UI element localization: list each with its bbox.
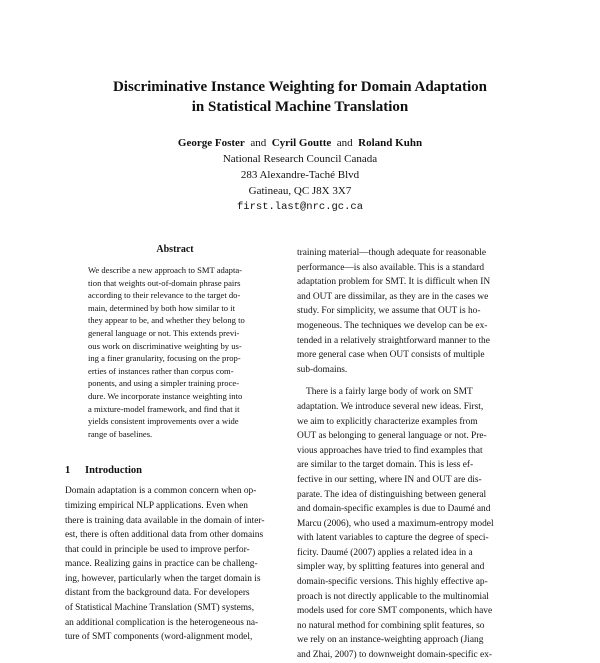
abstract-line: erties of instances rather than corpus com- (88, 365, 234, 376)
body-line: tended in a relatively straightforward manner to the (297, 335, 490, 346)
paper-title (0, 77, 600, 117)
body-line: sub-domains. (297, 364, 348, 375)
body-line: adaptation. We introduce several new ideas. First, (297, 401, 484, 412)
abstract-line: dure. We incorporate instance weighting into (88, 390, 243, 401)
abstract-heading: Abstract (156, 244, 194, 255)
body-line: ficity. Daumé (2007) applies a related idea in a (297, 547, 473, 558)
abstract-line: they appear to be, and whether they belong to (88, 315, 245, 326)
right-column (297, 246, 529, 663)
body-line: of Statistical Machine Translation (SMT) systems, (65, 603, 255, 614)
body-line: Marcu (2006), who used a maximum-entropy model (297, 518, 494, 529)
email: first.last@nrc.gc.ca (236, 201, 364, 213)
abstract-line: main, determined by both how similar to it (88, 302, 236, 313)
author-separator: and (250, 137, 267, 149)
body-line: we aim to explicitly characterize examples from (297, 416, 478, 427)
abstract-line: according to their relevance to the target do- (88, 290, 241, 301)
body-line: and domain-specific examples is due to Daumé and (297, 504, 491, 515)
section-heading (65, 464, 285, 478)
abstract-line: We describe a new approach to SMT adapta- (88, 265, 243, 275)
body-line: that could in principle be used to improve perfor- (65, 544, 250, 555)
body-line: we rely on an instance-weighting approach (Jiang (297, 635, 484, 646)
body-line: performance—is also available. This is a standard (297, 262, 485, 273)
section-number: 1 (65, 465, 71, 477)
body-line: fective in our setting, where IN and OUT are dis- (297, 474, 482, 485)
abstract-line: tion that weights out-of-domain phrase pairs (88, 277, 241, 288)
author-block (0, 135, 600, 215)
body-line: vious approaches have tried to find examples that (297, 445, 483, 456)
body-line: models used for core SMT components, which have (297, 606, 493, 617)
body-line: timizing empirical NLP applications. Even when (65, 500, 248, 511)
body-line: study. For simplicity, we assume that OUT is ho- (297, 306, 481, 317)
body-line: no natural method for combining split features, so (297, 620, 485, 631)
body-line: an additional complication is the heterogeneous na- (65, 617, 259, 628)
body-line: mogeneous. The techniques we develop can be ex- (297, 320, 488, 331)
body-line: are similar to the target domain. This is less ef- (297, 460, 474, 471)
abstract-line: range of baselines. (88, 428, 153, 439)
title-line: Discriminative Instance Weighting for Domain Adaptation (112, 79, 488, 95)
body-line: There is a fairly large body of work on SMT (306, 387, 473, 398)
body-line: with latent variables to capture the degree of speci- (297, 533, 489, 544)
abstract-line: yields consistent improvements over a wide (88, 416, 239, 427)
body-line: adaptation problem for SMT. It is difficult when IN (297, 277, 491, 288)
body-line: proach is not directly applicable to the multinomial (297, 591, 489, 602)
abstract-line: ponents, and using a simpler training proce- (88, 378, 240, 389)
body-line: and Zhai, 2007) to downweight domain-specific ex- (297, 650, 492, 661)
intro-text (65, 484, 285, 645)
abstract-line: ous work on discriminative weighting by us- (88, 340, 242, 351)
affiliation: National Research Council Canada (222, 153, 378, 165)
body-line: parate. The idea of distinguishing between general (297, 489, 487, 500)
author-separator: and (336, 137, 353, 149)
body-line: there is training data available in the domain of inter- (65, 515, 265, 526)
author-names (0, 135, 600, 151)
left-column (65, 243, 285, 645)
author-name: George Foster (177, 137, 245, 149)
body-line: Domain adaptation is a common concern when op- (65, 486, 257, 497)
body-line: training material—though adequate for reasonable (297, 248, 486, 258)
body-line: domain-specific versions. This highly effective ap- (297, 577, 488, 588)
body-line: simpler way, by splitting features into general and (297, 562, 485, 573)
abstract-line: general language or not. This extends previ- (88, 327, 240, 338)
address: 283 Alexandre-Taché Blvd (240, 169, 360, 181)
title-line: in Statistical Machine Translation (191, 99, 409, 115)
body-line: and OUT are dissimilar, as they are in the cases we (297, 291, 489, 302)
body-line: ture of SMT components (word-alignment model, (65, 632, 253, 643)
abstract-body (65, 264, 285, 440)
city: Gatineau, QC J8X 3X7 (248, 185, 352, 197)
author-name: Roland Kuhn (358, 137, 423, 149)
body-line: mance. Realizing gains in practice can be challeng- (65, 559, 258, 570)
body-line: more general case when OUT consists of multiple (297, 350, 485, 361)
body-line: ing, however, particularly when the target domain is (65, 573, 261, 584)
section-title: Introduction (85, 465, 142, 477)
body-line: OUT as belonging to general language or not. Pre- (297, 431, 487, 442)
body-line: distant from the background data. For developers (65, 588, 250, 599)
body-line: est, there is often additional data from other domains (65, 530, 264, 541)
abstract-line: ing a finer granularity, focusing on the prop- (88, 353, 241, 364)
author-name: Cyril Goutte (271, 137, 332, 149)
right-paragraph-2 (297, 385, 529, 662)
abstract-line: a mixture-model framework, and find that it (88, 403, 240, 414)
right-paragraph-1 (297, 246, 529, 377)
